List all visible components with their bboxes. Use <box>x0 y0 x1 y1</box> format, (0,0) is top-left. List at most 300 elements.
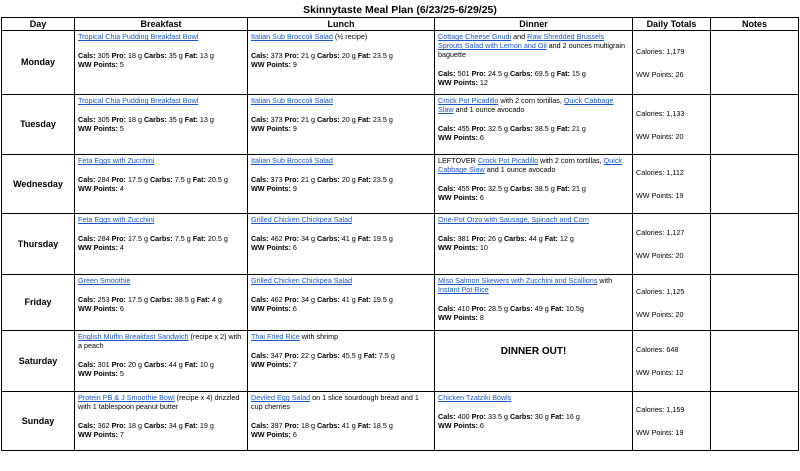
breakfast-cals: 362 <box>97 421 110 430</box>
daily-calories-value: 1,112 <box>666 168 684 177</box>
dinner-cell <box>435 95 633 155</box>
cals-label: Cals: <box>78 115 96 124</box>
cals-label: Cals: <box>78 360 96 369</box>
ww-label: WW Points: <box>636 251 674 260</box>
dinner-cell <box>435 392 633 451</box>
breakfast-cals: 301 <box>97 360 110 369</box>
ww-label: WW Points: <box>251 243 291 252</box>
fat-label: Fat: <box>184 421 198 430</box>
table-row <box>2 214 799 275</box>
lunch-fat: 23.5 g <box>372 51 393 60</box>
lunch-description <box>251 332 431 341</box>
breakfast-carbs: 34 g <box>168 421 183 430</box>
lunch-fat: 19.5 g <box>372 234 393 243</box>
fat-label: Fat: <box>556 69 570 78</box>
dinner-pro: 33.5 g <box>487 412 508 421</box>
lunch-fat: 19.5 g <box>372 295 393 304</box>
breakfast-cell <box>75 155 248 214</box>
lunch-recipe-link[interactable]: Italian Sub Broccoli Salad <box>251 156 333 165</box>
lunch-recipe-link[interactable]: Deviled Egg Salad <box>251 393 311 402</box>
lunch-macros <box>251 51 431 60</box>
lunch-ww <box>251 304 431 313</box>
dinner-recipe-link[interactable]: Crock Pot Picadillo <box>477 156 539 165</box>
dinner-pro: 26 g <box>487 234 502 243</box>
dinner-ww-value: 6 <box>479 133 484 142</box>
table-row <box>2 31 799 95</box>
dinner-cell <box>435 214 633 275</box>
lunch-pro: 21 g <box>300 115 315 124</box>
lunch-macros <box>251 115 431 124</box>
notes-cell[interactable] <box>711 331 799 392</box>
pro-label: Pro: <box>471 412 486 421</box>
breakfast-ww-value: 5 <box>119 60 124 69</box>
pro-label: Pro: <box>284 234 299 243</box>
lunch-fat: 23.5 g <box>372 115 393 124</box>
dinner-ww-value: 12 <box>479 78 488 87</box>
daily-totals-cell <box>633 95 711 155</box>
lunch-cell <box>248 31 435 95</box>
dinner-macros <box>438 69 629 78</box>
carbs-label: Carbs: <box>149 295 173 304</box>
dinner-cals: 400 <box>457 412 470 421</box>
daily-totals-cell <box>633 214 711 275</box>
table-row <box>2 331 799 392</box>
notes-cell[interactable] <box>711 95 799 155</box>
carbs-label: Carbs: <box>143 51 167 60</box>
daily-ww-points <box>636 251 707 260</box>
pro-label: Pro: <box>284 51 299 60</box>
breakfast-pro: 17.5 g <box>127 295 148 304</box>
breakfast-recipe-link[interactable]: Feta Eggs with Zucchini <box>78 156 155 165</box>
dinner-ww <box>438 133 629 142</box>
daily-ww-value: 12 <box>675 368 684 377</box>
fat-label: Fat: <box>357 234 371 243</box>
dinner-pro: 32.5 g <box>487 124 508 133</box>
lunch-ww <box>251 243 431 252</box>
dinner-ww-value: 8 <box>479 313 484 322</box>
lunch-pro: 18 g <box>300 421 315 430</box>
calories-label: Calories: <box>636 228 665 237</box>
lunch-description <box>251 32 431 41</box>
pro-label: Pro: <box>284 421 299 430</box>
fat-label: Fat: <box>184 360 198 369</box>
lunch-cals: 373 <box>270 51 283 60</box>
dinner-cals: 410 <box>457 304 470 313</box>
pro-label: Pro: <box>111 295 126 304</box>
header-day: Day <box>2 18 75 31</box>
breakfast-ww-value: 4 <box>119 243 124 252</box>
daily-calories-value: 1,127 <box>666 228 685 237</box>
pro-label: Pro: <box>284 351 299 360</box>
carbs-label: Carbs: <box>503 234 527 243</box>
pro-label: Pro: <box>471 304 486 313</box>
dinner-note: and 1 ounce avocado <box>484 165 556 174</box>
carbs-label: Carbs: <box>316 175 340 184</box>
breakfast-cell <box>75 214 248 275</box>
fat-label: Fat: <box>357 175 371 184</box>
daily-ww-points <box>636 428 707 437</box>
lunch-description <box>251 393 431 411</box>
pro-label: Pro: <box>284 175 299 184</box>
dinner-fat: 16 g <box>565 412 580 421</box>
pro-label: Pro: <box>284 115 299 124</box>
daily-ww-points <box>636 368 707 377</box>
dinner-description <box>438 156 629 174</box>
lunch-recipe-link[interactable]: Thai Fried Rice <box>251 332 300 341</box>
lunch-pro: 34 g <box>300 295 315 304</box>
lunch-carbs: 20 g <box>341 115 356 124</box>
fat-label: Fat: <box>184 115 198 124</box>
lunch-ww-value: 6 <box>292 304 297 313</box>
dinner-description <box>438 276 629 294</box>
dinner-ww-value: 6 <box>479 421 484 430</box>
table-row <box>2 275 799 331</box>
table-row <box>2 392 799 451</box>
breakfast-description <box>78 393 244 411</box>
daily-calories-value: 648 <box>666 345 679 354</box>
ww-label: WW Points: <box>438 243 478 252</box>
calories-label: Calories: <box>636 168 665 177</box>
lunch-ww <box>251 124 431 133</box>
breakfast-ww-value: 4 <box>119 184 124 193</box>
dinner-carbs: 30 g <box>534 412 549 421</box>
ww-label: WW Points: <box>438 193 478 202</box>
header-lunch: Lunch <box>248 18 435 31</box>
breakfast-carbs: 7.5 g <box>174 234 191 243</box>
dinner-connector: and <box>511 32 528 41</box>
daily-calories <box>636 345 707 354</box>
lunch-carbs: 20 g <box>341 51 356 60</box>
ww-label: WW Points: <box>636 428 674 437</box>
carbs-label: Carbs: <box>149 234 173 243</box>
calories-label: Calories: <box>636 108 665 118</box>
dinner-pro: 24.5 g <box>487 69 508 78</box>
dinner-pro: 32.5 g <box>487 184 508 193</box>
lunch-cell <box>248 155 435 214</box>
lunch-recipe-link[interactable]: Grilled Chicken Chickpea Salad <box>251 215 353 224</box>
breakfast-pro: 20 g <box>127 360 142 369</box>
ww-label: WW Points: <box>251 360 291 369</box>
lunch-pro: 22 g <box>300 351 315 360</box>
daily-totals-cell <box>633 392 711 451</box>
pro-label: Pro: <box>471 124 486 133</box>
dinner-recipe-link[interactable]: Cottage Cheese Gnudi <box>438 32 512 41</box>
fat-label: Fat: <box>550 304 564 313</box>
breakfast-note: (recipe x 4) drizzled with 1 tablespoon peanut butter <box>78 393 240 411</box>
breakfast-fat: 20.5 g <box>207 234 228 243</box>
lunch-pro: 21 g <box>300 51 315 60</box>
breakfast-macros <box>78 360 244 369</box>
ww-label: WW Points: <box>251 124 291 133</box>
pro-label: Pro: <box>471 69 486 78</box>
breakfast-cell <box>75 331 248 392</box>
breakfast-cals: 284 <box>97 175 110 184</box>
dinner-side-link[interactable]: Quick Cabbage Slaw <box>438 156 623 174</box>
dinner-macros <box>438 304 629 313</box>
ww-label: WW Points: <box>78 430 118 439</box>
lunch-carbs: 41 g <box>341 234 356 243</box>
breakfast-recipe-link[interactable]: English Muffin Breakfast Sandwich <box>78 332 189 341</box>
breakfast-macros <box>78 115 244 124</box>
lunch-recipe-link[interactable]: Grilled Chicken Chickpea Salad <box>251 276 353 285</box>
lunch-recipe-link[interactable]: Italian Sub Broccoli Salad <box>251 32 333 41</box>
calories-label: Calories: <box>636 345 665 354</box>
dinner-ww <box>438 193 629 202</box>
dinner-cell <box>435 155 633 214</box>
daily-ww-points <box>636 310 707 319</box>
daily-ww-value: 20 <box>675 131 684 141</box>
pro-label: Pro: <box>284 295 299 304</box>
ww-label: WW Points: <box>78 304 118 313</box>
carbs-label: Carbs: <box>509 412 533 421</box>
fat-label: Fat: <box>192 175 206 184</box>
breakfast-pro: 18 g <box>127 421 142 430</box>
dinner-carbs: 49 g <box>534 304 549 313</box>
daily-ww-value: 19 <box>675 191 684 200</box>
cals-label: Cals: <box>78 51 96 60</box>
ww-label: WW Points: <box>78 243 118 252</box>
breakfast-ww <box>78 369 244 378</box>
dinner-side-link[interactable]: Raw Shredded Brussels Sprouts Salad with Lemon and Oil <box>438 32 605 50</box>
pro-label: Pro: <box>111 421 126 430</box>
breakfast-cals: 305 <box>97 51 110 60</box>
breakfast-description <box>78 332 244 350</box>
lunch-macros <box>251 351 431 360</box>
dinner-side-link[interactable]: Instant Pot Rice <box>438 285 489 294</box>
ww-label: WW Points: <box>438 78 478 87</box>
breakfast-description <box>78 32 244 41</box>
carbs-label: Carbs: <box>316 51 340 60</box>
breakfast-carbs: 35 g <box>168 51 183 60</box>
dinner-cell <box>435 331 633 392</box>
dinner-recipe-link[interactable]: Crock Pot Picadillo <box>438 96 499 105</box>
lunch-cals: 373 <box>270 115 283 124</box>
lunch-note: (½ recipe) <box>332 32 368 41</box>
carbs-label: Carbs: <box>509 124 533 133</box>
ww-label: WW Points: <box>438 421 478 430</box>
breakfast-macros <box>78 234 244 243</box>
ww-label: WW Points: <box>251 60 291 69</box>
lunch-description <box>251 96 431 105</box>
breakfast-description <box>78 96 244 105</box>
dinner-connector: with <box>597 276 613 285</box>
lunch-description <box>251 215 431 224</box>
lunch-cell <box>248 275 435 331</box>
lunch-carbs: 41 g <box>341 421 356 430</box>
header-dinner: Dinner <box>435 18 633 31</box>
breakfast-ww-value: 7 <box>119 430 124 439</box>
table-row <box>2 155 799 214</box>
cals-label: Cals: <box>251 175 269 184</box>
breakfast-pro: 18 g <box>127 51 142 60</box>
daily-calories <box>636 287 707 296</box>
dinner-prefix: LEFTOVER <box>438 156 478 165</box>
dinner-recipe-link[interactable]: Miso Salmon Skewers with Zucchini and Scallions <box>438 276 598 285</box>
header-daily-totals: Daily Totals <box>633 18 711 31</box>
cals-label: Cals: <box>251 234 269 243</box>
dinner-cals: 501 <box>457 69 470 78</box>
lunch-recipe-link[interactable]: Italian Sub Broccoli Salad <box>251 96 333 105</box>
lunch-ww-value: 6 <box>292 430 297 439</box>
dinner-carbs: 69.5 g <box>534 69 555 78</box>
dinner-recipe-link[interactable]: One-Pot Orzo with Sausage, Spinach and Corn <box>438 215 590 224</box>
lunch-carbs: 20 g <box>341 175 356 184</box>
lunch-cell <box>248 331 435 392</box>
breakfast-recipe-link[interactable]: Tropical Chia Pudding Breakfast Bowl <box>78 96 199 105</box>
breakfast-ww-value: 6 <box>119 304 124 313</box>
ww-label: WW Points: <box>438 133 478 142</box>
carbs-label: Carbs: <box>316 421 340 430</box>
breakfast-recipe-link[interactable]: Tropical Chia Pudding Breakfast Bowl <box>78 32 199 41</box>
dinner-description <box>438 96 629 114</box>
cals-label: Cals: <box>438 412 456 421</box>
breakfast-ww <box>78 184 244 193</box>
cals-label: Cals: <box>251 421 269 430</box>
cals-label: Cals: <box>438 184 456 193</box>
lunch-macros <box>251 234 431 243</box>
pro-label: Pro: <box>471 234 486 243</box>
carbs-label: Carbs: <box>316 295 340 304</box>
lunch-ww <box>251 60 431 69</box>
breakfast-description <box>78 276 244 285</box>
daily-totals-cell <box>633 155 711 214</box>
breakfast-description <box>78 215 244 224</box>
breakfast-macros <box>78 175 244 184</box>
cals-label: Cals: <box>251 51 269 60</box>
ww-label: WW Points: <box>636 69 674 79</box>
notes-cell[interactable] <box>711 214 799 275</box>
daily-calories-value: 1,133 <box>666 108 685 118</box>
ww-label: WW Points: <box>636 191 674 200</box>
day-cell: Wednesday <box>2 155 75 214</box>
cals-label: Cals: <box>438 69 456 78</box>
daily-totals-cell <box>633 275 711 331</box>
dinner-ww <box>438 421 629 430</box>
breakfast-carbs: 44 g <box>168 360 183 369</box>
notes-cell[interactable] <box>711 392 799 451</box>
lunch-pro: 21 g <box>300 175 315 184</box>
header-row <box>2 18 799 31</box>
cals-label: Cals: <box>438 234 456 243</box>
cals-label: Cals: <box>78 295 96 304</box>
breakfast-ww <box>78 124 244 133</box>
fat-label: Fat: <box>556 184 570 193</box>
ww-label: WW Points: <box>251 430 291 439</box>
pro-label: Pro: <box>111 360 126 369</box>
notes-cell[interactable] <box>711 31 799 95</box>
daily-calories-value: 1,159 <box>666 405 685 414</box>
cals-label: Cals: <box>438 124 456 133</box>
breakfast-recipe-link[interactable]: Green Smoothie <box>78 276 131 285</box>
cals-label: Cals: <box>78 421 96 430</box>
calories-label: Calories: <box>636 286 665 296</box>
pro-label: Pro: <box>111 175 126 184</box>
lunch-carbs: 45.5 g <box>341 351 362 360</box>
lunch-ww-value: 9 <box>292 60 297 69</box>
lunch-fat: 7.5 g <box>378 351 395 360</box>
carbs-label: Carbs: <box>316 115 340 124</box>
breakfast-cell <box>75 31 248 95</box>
day-cell: Saturday <box>2 331 75 392</box>
ww-label: WW Points: <box>78 369 118 378</box>
lunch-cals: 397 <box>270 421 283 430</box>
dinner-note: and 2 ounces multigrain baguette <box>438 41 625 59</box>
lunch-cals: 347 <box>270 351 283 360</box>
dinner-fat: 21 g <box>571 184 586 193</box>
notes-cell[interactable] <box>711 275 799 331</box>
dinner-cell <box>435 31 633 95</box>
fat-label: Fat: <box>184 51 198 60</box>
ww-label: WW Points: <box>636 131 674 141</box>
breakfast-fat: 13 g <box>199 51 214 60</box>
lunch-fat: 18.5 g <box>372 421 393 430</box>
dinner-side-link[interactable]: Quick Cabbage Slaw <box>438 96 614 114</box>
breakfast-recipe-link[interactable]: Protein PB & J Smoothie Bowl <box>78 393 175 402</box>
dinner-cell <box>435 275 633 331</box>
carbs-label: Carbs: <box>143 115 167 124</box>
calories-label: Calories: <box>636 46 665 56</box>
breakfast-pro: 17.5 g <box>127 175 148 184</box>
cals-label: Cals: <box>78 234 96 243</box>
breakfast-note: (recipe x 2) with a peach <box>78 332 242 350</box>
dinner-description <box>438 393 629 402</box>
dinner-cals: 455 <box>457 184 470 193</box>
ww-label: WW Points: <box>636 309 674 319</box>
dinner-recipe-link[interactable]: Chicken Tzatziki Bowls <box>438 393 512 402</box>
breakfast-pro: 17.5 g <box>127 234 148 243</box>
breakfast-fat: 10 g <box>199 360 214 369</box>
notes-cell[interactable] <box>711 155 799 214</box>
breakfast-ww <box>78 430 244 439</box>
dinner-cals: 381 <box>457 234 470 243</box>
lunch-macros <box>251 421 431 430</box>
fat-label: Fat: <box>357 115 371 124</box>
ww-label: WW Points: <box>78 60 118 69</box>
cals-label: Cals: <box>251 115 269 124</box>
dinner-ww-value: 6 <box>479 193 484 202</box>
ww-label: WW Points: <box>78 184 118 193</box>
breakfast-cell <box>75 275 248 331</box>
table-row <box>2 95 799 155</box>
lunch-description <box>251 156 431 165</box>
lunch-note: with shrimp <box>299 332 339 341</box>
lunch-cell <box>248 392 435 451</box>
ww-label: WW Points: <box>251 304 291 313</box>
lunch-ww <box>251 184 431 193</box>
dinner-fat: 15 g <box>571 69 586 78</box>
lunch-fat: 23.5 g <box>372 175 393 184</box>
cals-label: Cals: <box>438 304 456 313</box>
daily-totals-cell <box>633 31 711 95</box>
lunch-ww <box>251 360 431 369</box>
breakfast-fat: 20.5 g <box>207 175 228 184</box>
breakfast-cals: 253 <box>97 295 110 304</box>
fat-label: Fat: <box>357 421 371 430</box>
dinner-description <box>438 32 629 59</box>
lunch-ww-value: 6 <box>292 243 297 252</box>
lunch-pro: 34 g <box>300 234 315 243</box>
daily-calories-value: 1,179 <box>666 46 685 56</box>
dinner-carbs: 44 g <box>528 234 543 243</box>
breakfast-recipe-link[interactable]: Feta Eggs with Zucchini <box>78 215 155 224</box>
calories-label: Calories: <box>636 405 665 414</box>
dinner-ww-value: 10 <box>479 243 488 252</box>
carbs-label: Carbs: <box>509 184 533 193</box>
daily-ww-value: 20 <box>675 309 684 319</box>
fat-label: Fat: <box>544 234 558 243</box>
dinner-connector: with 2 corn tortillas, <box>498 96 564 105</box>
dinner-macros <box>438 184 629 193</box>
